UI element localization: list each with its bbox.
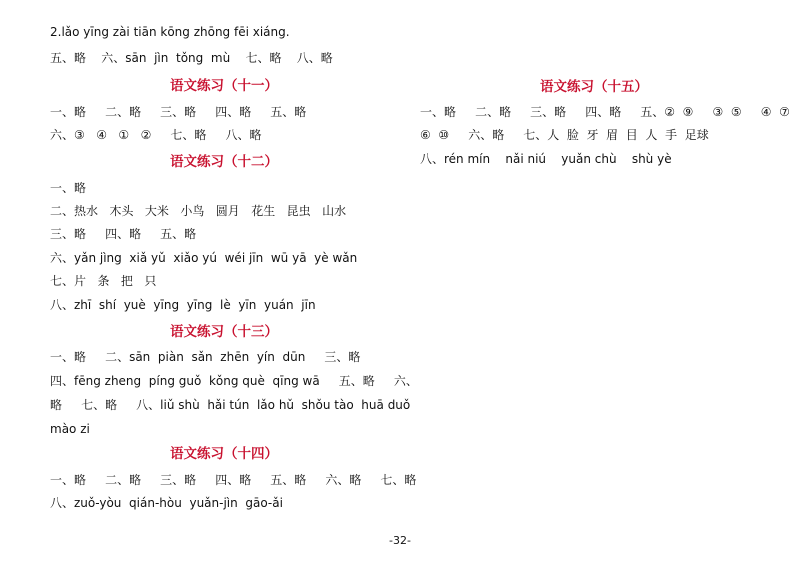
section-title-13: 语文练习（十三） bbox=[170, 324, 278, 340]
intro-line-2: 五、略 六、sān jìn tǒng mù 七、略 八、略 bbox=[50, 51, 333, 65]
ex13-line-4: mào zi bbox=[50, 422, 90, 436]
intro-line-1: 2.lǎo yīng zài tiān kōng zhōng fēi xiáng. bbox=[50, 25, 290, 39]
ex12-line-3: 三、略 四、略 五、略 bbox=[50, 227, 197, 241]
ex13-line-2: 四、fēng zheng píng guǒ kǒng què qīng wā 五、略 六、 bbox=[50, 374, 418, 388]
page-number: -32- bbox=[389, 534, 411, 547]
section-title-12: 语文练习（十二） bbox=[170, 154, 278, 170]
ex12-line-4: 六、yǎn jìng xiǎ yǔ xiǎo yú wéi jīn wū yā yè wǎn bbox=[50, 251, 358, 265]
ex13-line-1: 一、略 二、sān piàn sǎn zhēn yín dūn 三、略 bbox=[50, 350, 361, 364]
section-title-14: 语文练习（十四） bbox=[170, 446, 278, 462]
ex14-line-2: 八、zuǒ-yòu qián-hòu yuǎn-jìn gāo-ǎi bbox=[50, 496, 283, 510]
ex12-line-5: 七、片 条 把 只 bbox=[50, 274, 157, 288]
ex12-line-2: 二、热水 木头 大米 小鸟 圆月 花生 昆虫 山水 bbox=[50, 204, 347, 218]
ex11-line-2: 六、③ ④ ① ② 七、略 八、略 bbox=[50, 128, 262, 142]
ex11-line-1: 一、略 二、略 三、略 四、略 五、略 bbox=[50, 105, 307, 119]
ex13-line-3: 略 七、略 八、liǔ shù hǎi tún lǎo hǔ shǒu tào huā duǒ bbox=[50, 398, 411, 412]
ex12-line-6: 八、zhī shí yuè yīng yīng lè yīn yuán jīn bbox=[50, 298, 316, 312]
section-title-11: 语文练习（十一） bbox=[170, 78, 278, 94]
ex15-line-2: ⑥ ⑩ 六、略 七、人 脸 牙 眉 目 人 手 足球 bbox=[420, 128, 709, 142]
ex15-line-3: 八、rén mín nǎi niú yuǎn chù shù yè bbox=[420, 152, 672, 166]
ex15-line-1: 一、略 二、略 三、略 四、略 五、② ⑨ ③ ⑤ ④ ⑦ bbox=[420, 105, 790, 119]
section-title-15: 语文练习（十五） bbox=[540, 79, 648, 95]
ex14-line-1: 一、略 二、略 三、略 四、略 五、略 六、略 七、略 bbox=[50, 473, 417, 487]
ex12-line-1: 一、略 bbox=[50, 181, 87, 195]
